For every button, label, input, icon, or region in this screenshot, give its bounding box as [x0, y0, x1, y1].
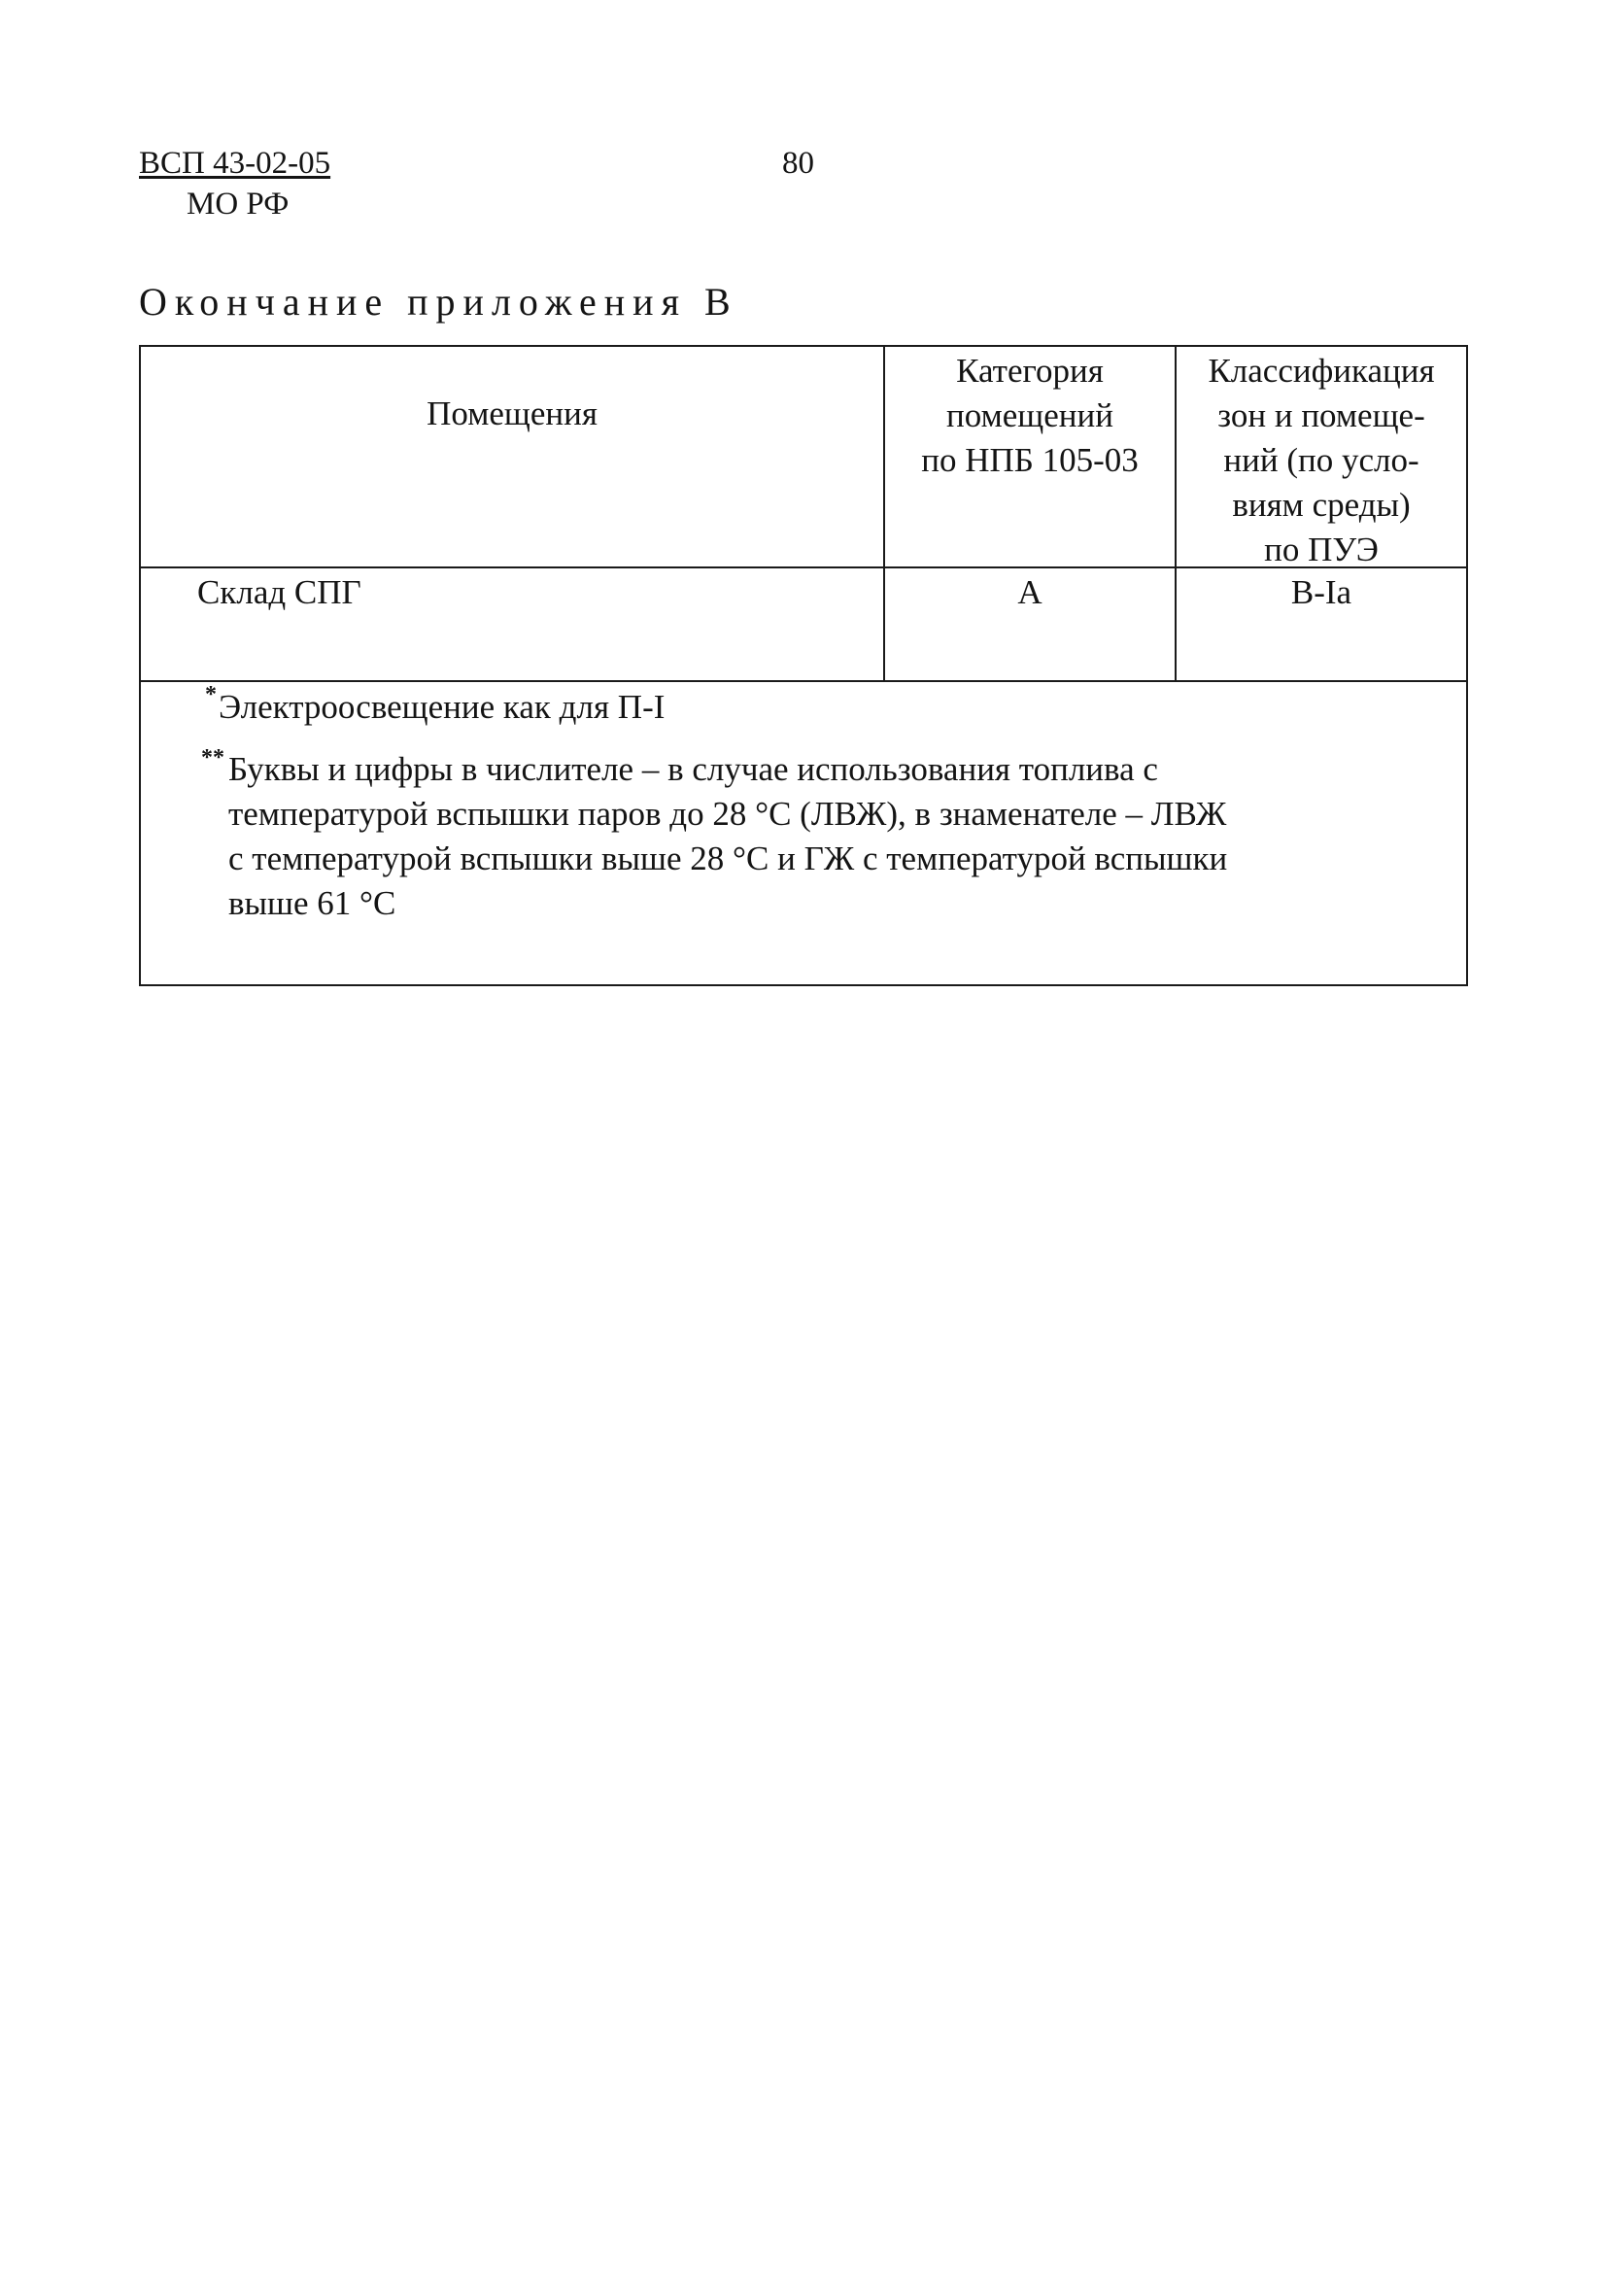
- appendix-table: [139, 345, 1468, 986]
- column-header-line: Категория: [956, 352, 1104, 390]
- footnote-text: Буквы и цифры в числителе – в случае использования топлива с: [228, 750, 1158, 788]
- table-divider-notes: [141, 680, 1466, 682]
- column-header-classification: [1177, 349, 1466, 572]
- footnote-text: выше 61 °С: [228, 884, 396, 922]
- column-header-line: Помещения: [427, 394, 598, 432]
- organization-label: МО РФ: [187, 187, 290, 222]
- footnote-marker: **: [201, 745, 224, 771]
- column-header-line: ний (по усло-: [1223, 441, 1419, 479]
- column-header-line: виям среды): [1232, 486, 1411, 524]
- cell-classification: В-Iа: [1290, 573, 1352, 611]
- page-number: 80: [782, 146, 814, 181]
- column-header-line: Классификация: [1208, 352, 1435, 390]
- footnote-text: Электроосвещение как для П-I: [219, 688, 666, 726]
- cell-room: Склад СПГ: [197, 573, 361, 611]
- column-header-category: [885, 349, 1175, 483]
- section-title: Окончание приложения В: [139, 280, 738, 324]
- column-header-rooms: [141, 392, 883, 436]
- column-header-line: по НПБ 105-03: [921, 441, 1139, 479]
- document-code: ВСП 43-02-05: [139, 146, 331, 181]
- footnote-marker: *: [205, 682, 217, 707]
- column-header-line: помещений: [946, 396, 1113, 434]
- footnote-text: с температурой вспышки выше 28 °С и ГЖ с температурой вспышки: [228, 840, 1228, 877]
- footnote-text: температурой вспышки паров до 28 °С (ЛВЖ), в знаменателе – ЛВЖ: [228, 795, 1227, 833]
- column-header-line: зон и помеще-: [1217, 396, 1425, 434]
- column-header-line: по ПУЭ: [1264, 531, 1379, 568]
- cell-category: А: [1017, 573, 1042, 611]
